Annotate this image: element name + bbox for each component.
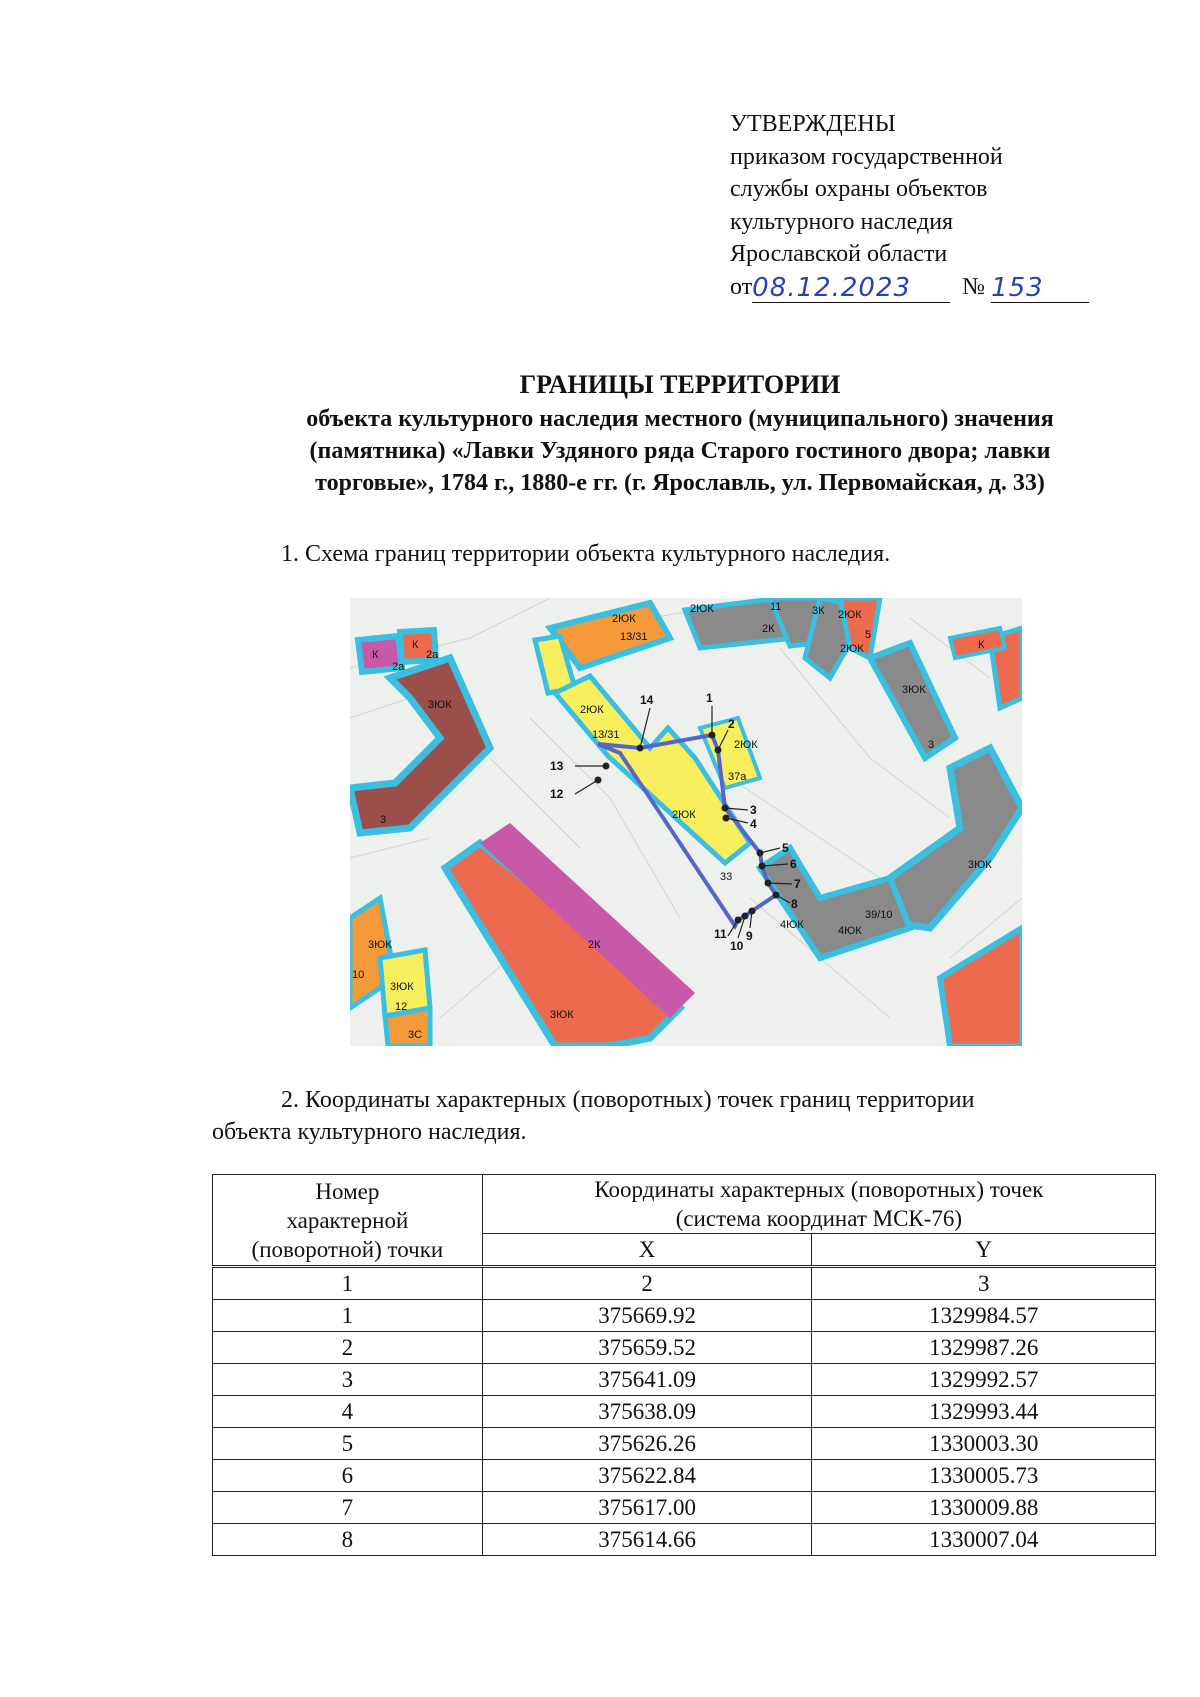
approval-line: службы охраны объектов bbox=[730, 176, 988, 202]
map-label: 3ЮК bbox=[428, 699, 452, 711]
table-row bbox=[213, 1492, 1156, 1524]
table-row bbox=[213, 1364, 1156, 1396]
table-cell: 6 bbox=[213, 1460, 483, 1492]
boundary-scheme-map bbox=[350, 598, 1022, 1046]
table-cell: 1329987.26 bbox=[812, 1332, 1156, 1364]
map-label: 5 bbox=[865, 629, 872, 641]
table-cell: 5 bbox=[213, 1428, 483, 1460]
map-label: 12 bbox=[395, 1001, 408, 1013]
table-cell: 375641.09 bbox=[482, 1364, 812, 1396]
point-label: 9 bbox=[746, 929, 753, 943]
table-cell: 3 bbox=[213, 1364, 483, 1396]
table-cell: 1330007.04 bbox=[812, 1524, 1156, 1556]
header-y: Y bbox=[812, 1234, 1156, 1267]
table-cell: 1329993.44 bbox=[812, 1396, 1156, 1428]
header-coordinates bbox=[482, 1175, 1155, 1234]
header-text: (система координат МСК-76) bbox=[675, 1206, 963, 1231]
map-label: 13/31 bbox=[592, 729, 620, 741]
map-label: 3К bbox=[812, 605, 825, 617]
map-label: 2ЮК bbox=[838, 609, 862, 621]
number-field bbox=[991, 272, 1089, 303]
table-cell: 1 bbox=[213, 1300, 483, 1332]
map-label: 2а bbox=[392, 661, 405, 673]
header-x: X bbox=[482, 1234, 812, 1267]
table-cell: 1329984.57 bbox=[812, 1300, 1156, 1332]
map-label: 2ЮК bbox=[690, 603, 714, 615]
point-label: 7 bbox=[794, 877, 801, 891]
map-label: 4ЮК bbox=[838, 925, 862, 937]
table-cell: 8 bbox=[213, 1524, 483, 1556]
header-point-number bbox=[213, 1175, 483, 1267]
table-cell: 375638.09 bbox=[482, 1396, 812, 1428]
header-text: Номер bbox=[315, 1178, 380, 1204]
table-cell: 375622.84 bbox=[482, 1460, 812, 1492]
point-label: 12 bbox=[550, 787, 564, 801]
number-handwritten: 153 bbox=[991, 273, 1044, 303]
coordinates-table bbox=[212, 1174, 1156, 1556]
map-label: 13/31 bbox=[620, 631, 648, 643]
point-label: 3 bbox=[750, 803, 757, 817]
approval-line: приказом государственной bbox=[730, 143, 1003, 170]
table-cell: 375626.26 bbox=[482, 1428, 812, 1460]
document-title: ГРАНИЦЫ ТЕРРИТОРИИ bbox=[519, 370, 841, 399]
map-label: 3ЮК bbox=[390, 981, 414, 993]
table-row bbox=[213, 1300, 1156, 1332]
point-label: 2 bbox=[728, 717, 735, 731]
table-cell: 1330005.73 bbox=[812, 1460, 1156, 1492]
table-cell: 375669.92 bbox=[482, 1300, 812, 1332]
date-prefix: от bbox=[730, 273, 753, 300]
approval-line: Ярославской области bbox=[730, 241, 948, 267]
approval-heading: УТВЕРЖДЕНЫ bbox=[730, 111, 896, 137]
table-cell: 375617.00 bbox=[482, 1492, 812, 1524]
title-line: (памятника) «Лавки Уздяного ряда Старого гостиного двора; лавки bbox=[309, 438, 1051, 464]
map-label: К bbox=[372, 649, 379, 661]
table-cell: 3 bbox=[812, 1267, 1156, 1300]
map-label: 10 bbox=[352, 969, 365, 981]
map-label: 3ЮК bbox=[968, 859, 992, 871]
point-label: 5 bbox=[782, 841, 789, 855]
table-header-row bbox=[213, 1175, 1156, 1234]
map-label: 2ЮК bbox=[672, 809, 696, 821]
table-cell: 1 bbox=[213, 1267, 483, 1300]
map-label: 39/10 bbox=[865, 909, 893, 921]
map-label: К bbox=[978, 639, 985, 651]
point-label: 11 bbox=[714, 927, 727, 941]
approval-date-number bbox=[730, 271, 1089, 304]
map-label: 2а bbox=[426, 649, 439, 661]
map-label: 33 bbox=[720, 871, 733, 883]
date-handwritten: 08.12.2023 bbox=[752, 273, 912, 303]
point-label: 4 bbox=[750, 817, 757, 831]
point-label: 14 bbox=[640, 693, 654, 707]
table-cell: 375614.66 bbox=[482, 1524, 812, 1556]
map-label: 2ЮК bbox=[734, 739, 758, 751]
title-line: объекта культурного наследия местного (муниципального) значения bbox=[306, 406, 1054, 432]
table-cell: 4 bbox=[213, 1396, 483, 1428]
table-cell: 1330009.88 bbox=[812, 1492, 1156, 1524]
table-row bbox=[213, 1428, 1156, 1460]
map-label: 3ЮК bbox=[902, 684, 926, 696]
section-2-heading: 2. Координаты характерных (поворотных) точек границ территории bbox=[281, 1087, 975, 1113]
date-field bbox=[752, 272, 950, 303]
map-label: 37а bbox=[728, 771, 747, 783]
header-text: характерной bbox=[286, 1207, 409, 1233]
map-label: 2К bbox=[588, 939, 601, 951]
approval-block bbox=[730, 108, 1089, 303]
point-label: 13 bbox=[550, 759, 564, 773]
map-label: 3С bbox=[408, 1029, 423, 1041]
table-cell: 7 bbox=[213, 1492, 483, 1524]
number-prefix: № bbox=[962, 273, 986, 300]
table-row bbox=[213, 1396, 1156, 1428]
map-label: 2ЮК bbox=[840, 643, 864, 655]
map-label: К bbox=[412, 639, 419, 651]
table-column-numbers-row bbox=[213, 1267, 1156, 1300]
point-label: 6 bbox=[790, 857, 797, 871]
table-cell: 1329992.57 bbox=[812, 1364, 1156, 1396]
map-label: 3ЮК bbox=[550, 1009, 574, 1021]
approval-line: культурного наследия bbox=[730, 208, 954, 235]
map-label: 3ЮК bbox=[368, 939, 392, 951]
map-label: 3 bbox=[380, 814, 387, 826]
table-cell: 2 bbox=[482, 1267, 812, 1300]
map-label: 3 bbox=[928, 739, 935, 751]
table-cell: 1330003.30 bbox=[812, 1428, 1156, 1460]
table-cell: 375659.52 bbox=[482, 1332, 812, 1364]
map-label: 2К bbox=[762, 623, 775, 635]
table-row bbox=[213, 1524, 1156, 1556]
table-row bbox=[213, 1332, 1156, 1364]
table-row bbox=[213, 1460, 1156, 1492]
section-1-heading: 1. Схема границ территории объекта культурного наследия. bbox=[281, 541, 891, 567]
map-label: 2ЮК bbox=[580, 704, 604, 716]
header-text: (поворотной) точки bbox=[251, 1236, 444, 1262]
point-label: 10 bbox=[730, 939, 744, 953]
header-text: Координаты характерных (поворотных) точек bbox=[594, 1177, 1044, 1202]
point-label: 8 bbox=[791, 897, 798, 911]
title-line: торговые», 1784 г., 1880-е гг. (г. Ярославль, ул. Первомайская, д. 33) bbox=[315, 470, 1045, 496]
table-cell: 2 bbox=[213, 1332, 483, 1364]
section-2-heading-cont: объекта культурного наследия. bbox=[212, 1119, 527, 1145]
point-label: 1 bbox=[706, 691, 713, 705]
map-label: 2ЮК bbox=[612, 613, 636, 625]
map-label: 4ЮК bbox=[780, 919, 804, 931]
map-label: 11 bbox=[770, 601, 782, 613]
